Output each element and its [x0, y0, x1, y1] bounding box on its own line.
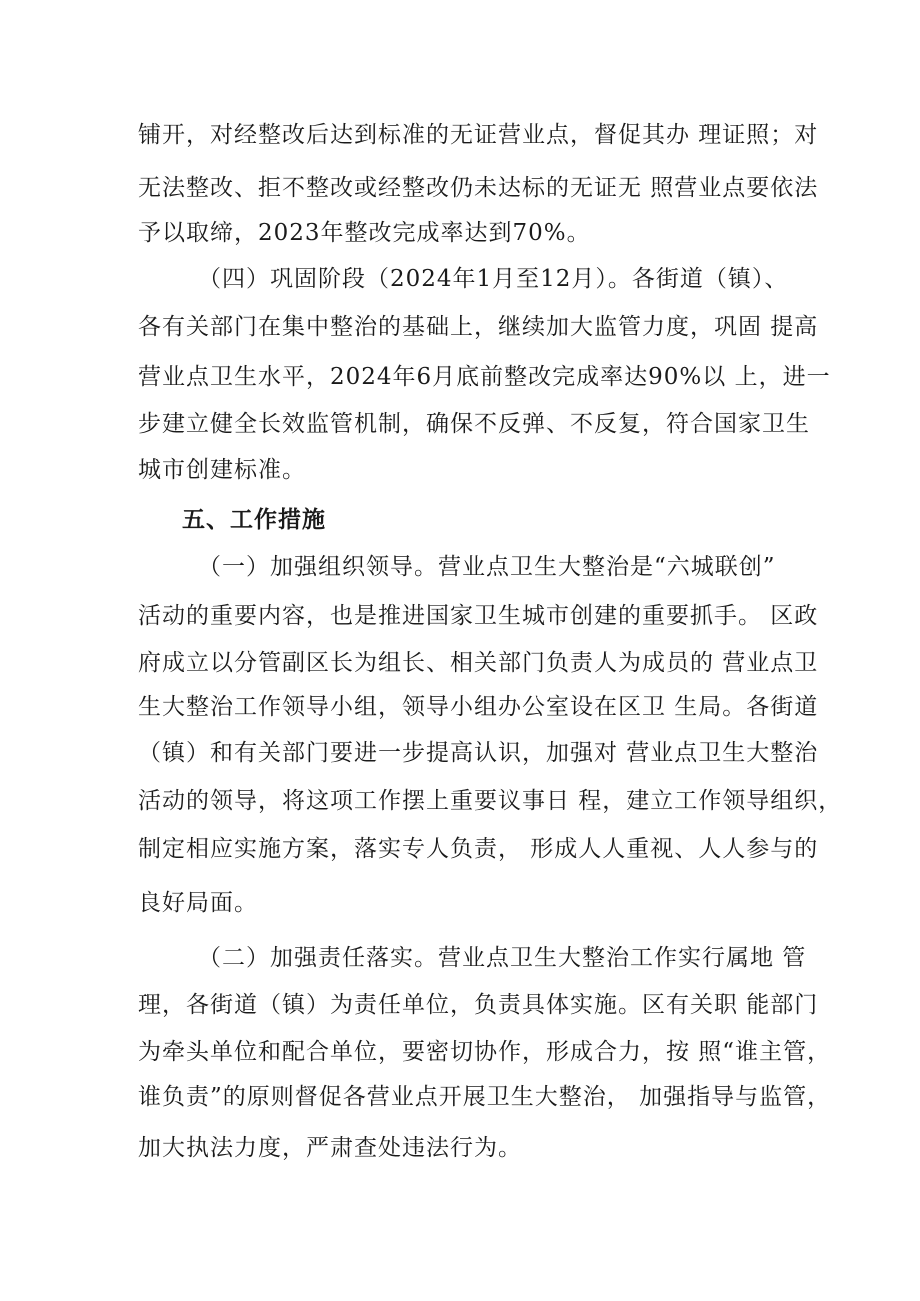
paragraph-line: 各有关部门在集中整治的基础上，继续加大监管力度，巩固 提高 [138, 314, 819, 340]
paragraph-line: 活动的重要内容，也是推进国家卫生城市创建的重要抓手。 区政 [138, 603, 819, 629]
paragraph-line: 谁负责”的原则督促各营业点开展卫生大整治， 加强指导与监管， [138, 1084, 832, 1110]
paragraph-line: （镇）和有关部门要进一步提高认识，加强对 营业点卫生大整治 [138, 740, 819, 766]
paragraph-line: 营业点卫生水平，2024年6月底前整改完成率达90%以 上，进一 [138, 364, 831, 390]
paragraph-line: 无法整改、拒不整改或经整改仍未达标的无证无 照营业点要依法 [138, 175, 819, 201]
paragraph-line: 良好局面。 [138, 890, 258, 916]
paragraph-line: 步建立健全长效监管机制，确保不反弹、不反复，符合国家卫生 [138, 411, 810, 437]
paragraph-line: （一）加强组织领导。营业点卫生大整治是“六城联创” [198, 554, 776, 580]
paragraph-line: 为牵头单位和配合单位，要密切协作，形成合力，按 照“谁主管， [138, 1039, 832, 1065]
paragraph-line: 活动的领导，将这项工作摆上重要议事日 程，建立工作领导组织， [138, 788, 843, 814]
paragraph-line: （二）加强责任落实。营业点卫生大整治工作实行属地 管 [198, 945, 807, 971]
paragraph-line: 理，各街道（镇）为责任单位，负责具体实施。区有关职 能部门 [138, 992, 819, 1018]
paragraph-line: 生大整治工作领导小组，领导小组办公室设在区卫 生局。各街道 [138, 694, 819, 720]
paragraph-line: 加大执法力度，严肃查处违法行为。 [138, 1135, 522, 1161]
paragraph-line: 制定相应实施方案，落实专人负责， 形成人人重视、人人参与的 [138, 836, 819, 862]
paragraph-line: 城市创建标准。 [138, 457, 306, 483]
paragraph-line: 府成立以分管副区长为组长、相关部门负责人为成员的 营业点卫 [138, 650, 819, 676]
section-heading: 五、工作措施 [182, 507, 326, 533]
paragraph-line: 予以取缔，2023年整改完成率达到70%。 [138, 220, 591, 246]
paragraph-line: （四）巩固阶段（2024年1月至12月）。各街道（镇）、 [198, 266, 789, 292]
paragraph-line: 铺开，对经整改后达到标准的无证营业点，督促其办 理证照；对 [138, 122, 819, 148]
